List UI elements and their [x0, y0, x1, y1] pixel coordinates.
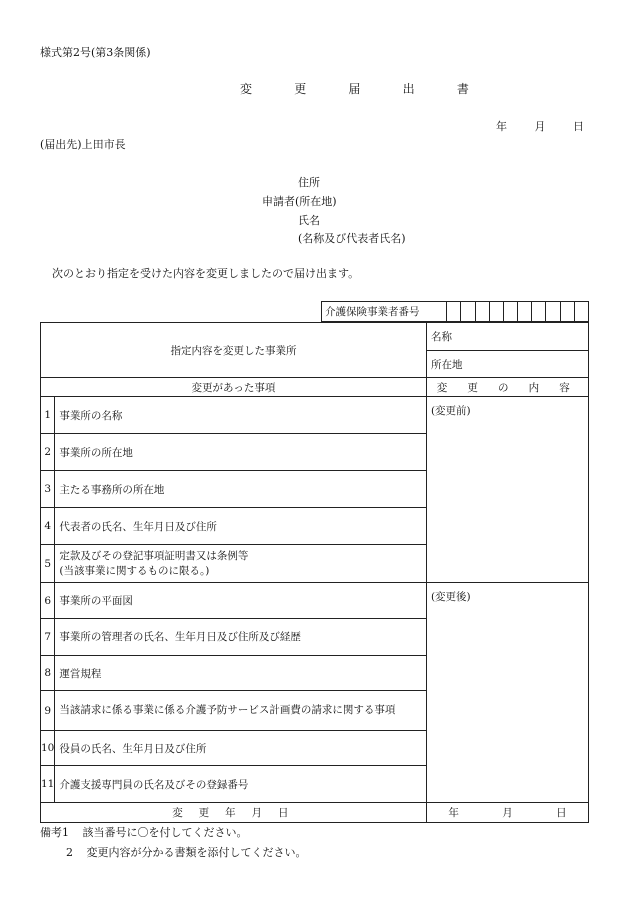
item-number: 11 — [41, 766, 55, 803]
insurer-number-digit[interactable] — [546, 302, 560, 322]
item-text[interactable]: 当該請求に係る事業に係る介護予防サービス計画費の請求に関する事項 — [55, 691, 427, 731]
change-date-field[interactable] — [426, 803, 588, 823]
note-1-text: 該当番号に〇を付してください。 — [82, 826, 248, 839]
insurer-number-digit[interactable] — [518, 302, 532, 322]
item-text[interactable]: 運営規程 — [55, 656, 427, 691]
item-number: 6 — [41, 583, 55, 619]
note-2 — [66, 844, 307, 860]
item-number: 1 — [41, 397, 55, 434]
form-title: 変 更 届 出 書 — [240, 82, 489, 96]
item-number: 4 — [41, 508, 55, 545]
item-text[interactable]: 事業所の平面図 — [55, 583, 427, 619]
content-after[interactable] — [426, 583, 588, 803]
form-number: 様式第2号(第3条関係) — [40, 46, 151, 59]
item-text[interactable]: 事業所の管理者の氏名、生年月日及び住所及び経歴 — [55, 619, 427, 656]
insurer-number-label: 介護保険事業者番号 — [322, 302, 447, 322]
addressee: (届出先)上田市長 — [40, 138, 126, 151]
submission-date — [496, 118, 584, 134]
date-year: 年 — [496, 120, 507, 133]
office-label: 指定内容を変更した事業所 — [41, 323, 427, 378]
applicant-name-label: 氏名 — [298, 214, 320, 227]
intro-text: 次のとおり指定を受けた内容を変更しましたので届け出ます。 — [52, 267, 360, 280]
office-name-field[interactable]: 名称 — [426, 323, 588, 351]
insurer-number-digit[interactable] — [560, 302, 574, 322]
note-1 — [40, 824, 248, 840]
item-text[interactable]: 事業所の名称 — [55, 397, 427, 434]
item-text[interactable]: 定款及びその登記事項証明書又は条例等 (当該事業に関するものに限る。) — [55, 545, 427, 583]
date-month: 月 — [534, 120, 546, 133]
applicant-name-note: (名称及び代表者氏名) — [298, 232, 406, 245]
content-before[interactable] — [426, 397, 588, 583]
item-number: 8 — [41, 656, 55, 691]
notes-label: 備考1 — [40, 826, 69, 839]
item-number: 7 — [41, 619, 55, 656]
change-date-month: 月 — [502, 807, 513, 819]
insurer-number-table — [321, 301, 589, 322]
change-date-label: 変 更 年 月 日 — [41, 803, 427, 823]
item-text[interactable]: 事業所の所在地 — [55, 434, 427, 471]
applicant-label: 申請者(所在地) — [262, 195, 337, 208]
change-date-day: 日 — [556, 807, 567, 819]
insurer-number-digit[interactable] — [475, 302, 489, 322]
item-text[interactable]: 役員の氏名、生年月日及び住所 — [55, 731, 427, 766]
insurer-number-digit[interactable] — [574, 302, 588, 322]
insurer-number-digit[interactable] — [503, 302, 517, 322]
item-number: 10 — [41, 731, 55, 766]
item-text[interactable]: 介護支援専門員の氏名及びその登録番号 — [55, 766, 427, 803]
item-number: 9 — [41, 691, 55, 731]
date-day: 日 — [573, 120, 584, 133]
insurer-number-digit[interactable] — [447, 302, 461, 322]
item-text[interactable]: 主たる事務所の所在地 — [55, 471, 427, 508]
insurer-number-digit[interactable] — [461, 302, 475, 322]
item-number: 3 — [41, 471, 55, 508]
note-2-text: 変更内容が分かる書類を添付してください。 — [86, 846, 307, 859]
change-form-table — [40, 322, 589, 823]
item-number: 2 — [41, 434, 55, 471]
items-header: 変更があった事項 — [41, 378, 427, 397]
note-2-number: 2 — [66, 846, 73, 859]
content-header: 変 更 の 内 容 — [426, 378, 588, 397]
after-label: (変更後) — [430, 591, 471, 603]
before-label: (変更前) — [430, 405, 471, 417]
change-date-year: 年 — [448, 807, 459, 819]
item-number: 5 — [41, 545, 55, 583]
office-location-field[interactable]: 所在地 — [426, 351, 588, 378]
insurer-number-digit[interactable] — [489, 302, 503, 322]
item-text[interactable]: 代表者の氏名、生年月日及び住所 — [55, 508, 427, 545]
insurer-number-digit[interactable] — [532, 302, 546, 322]
applicant-address-label: 住所 — [298, 176, 320, 189]
